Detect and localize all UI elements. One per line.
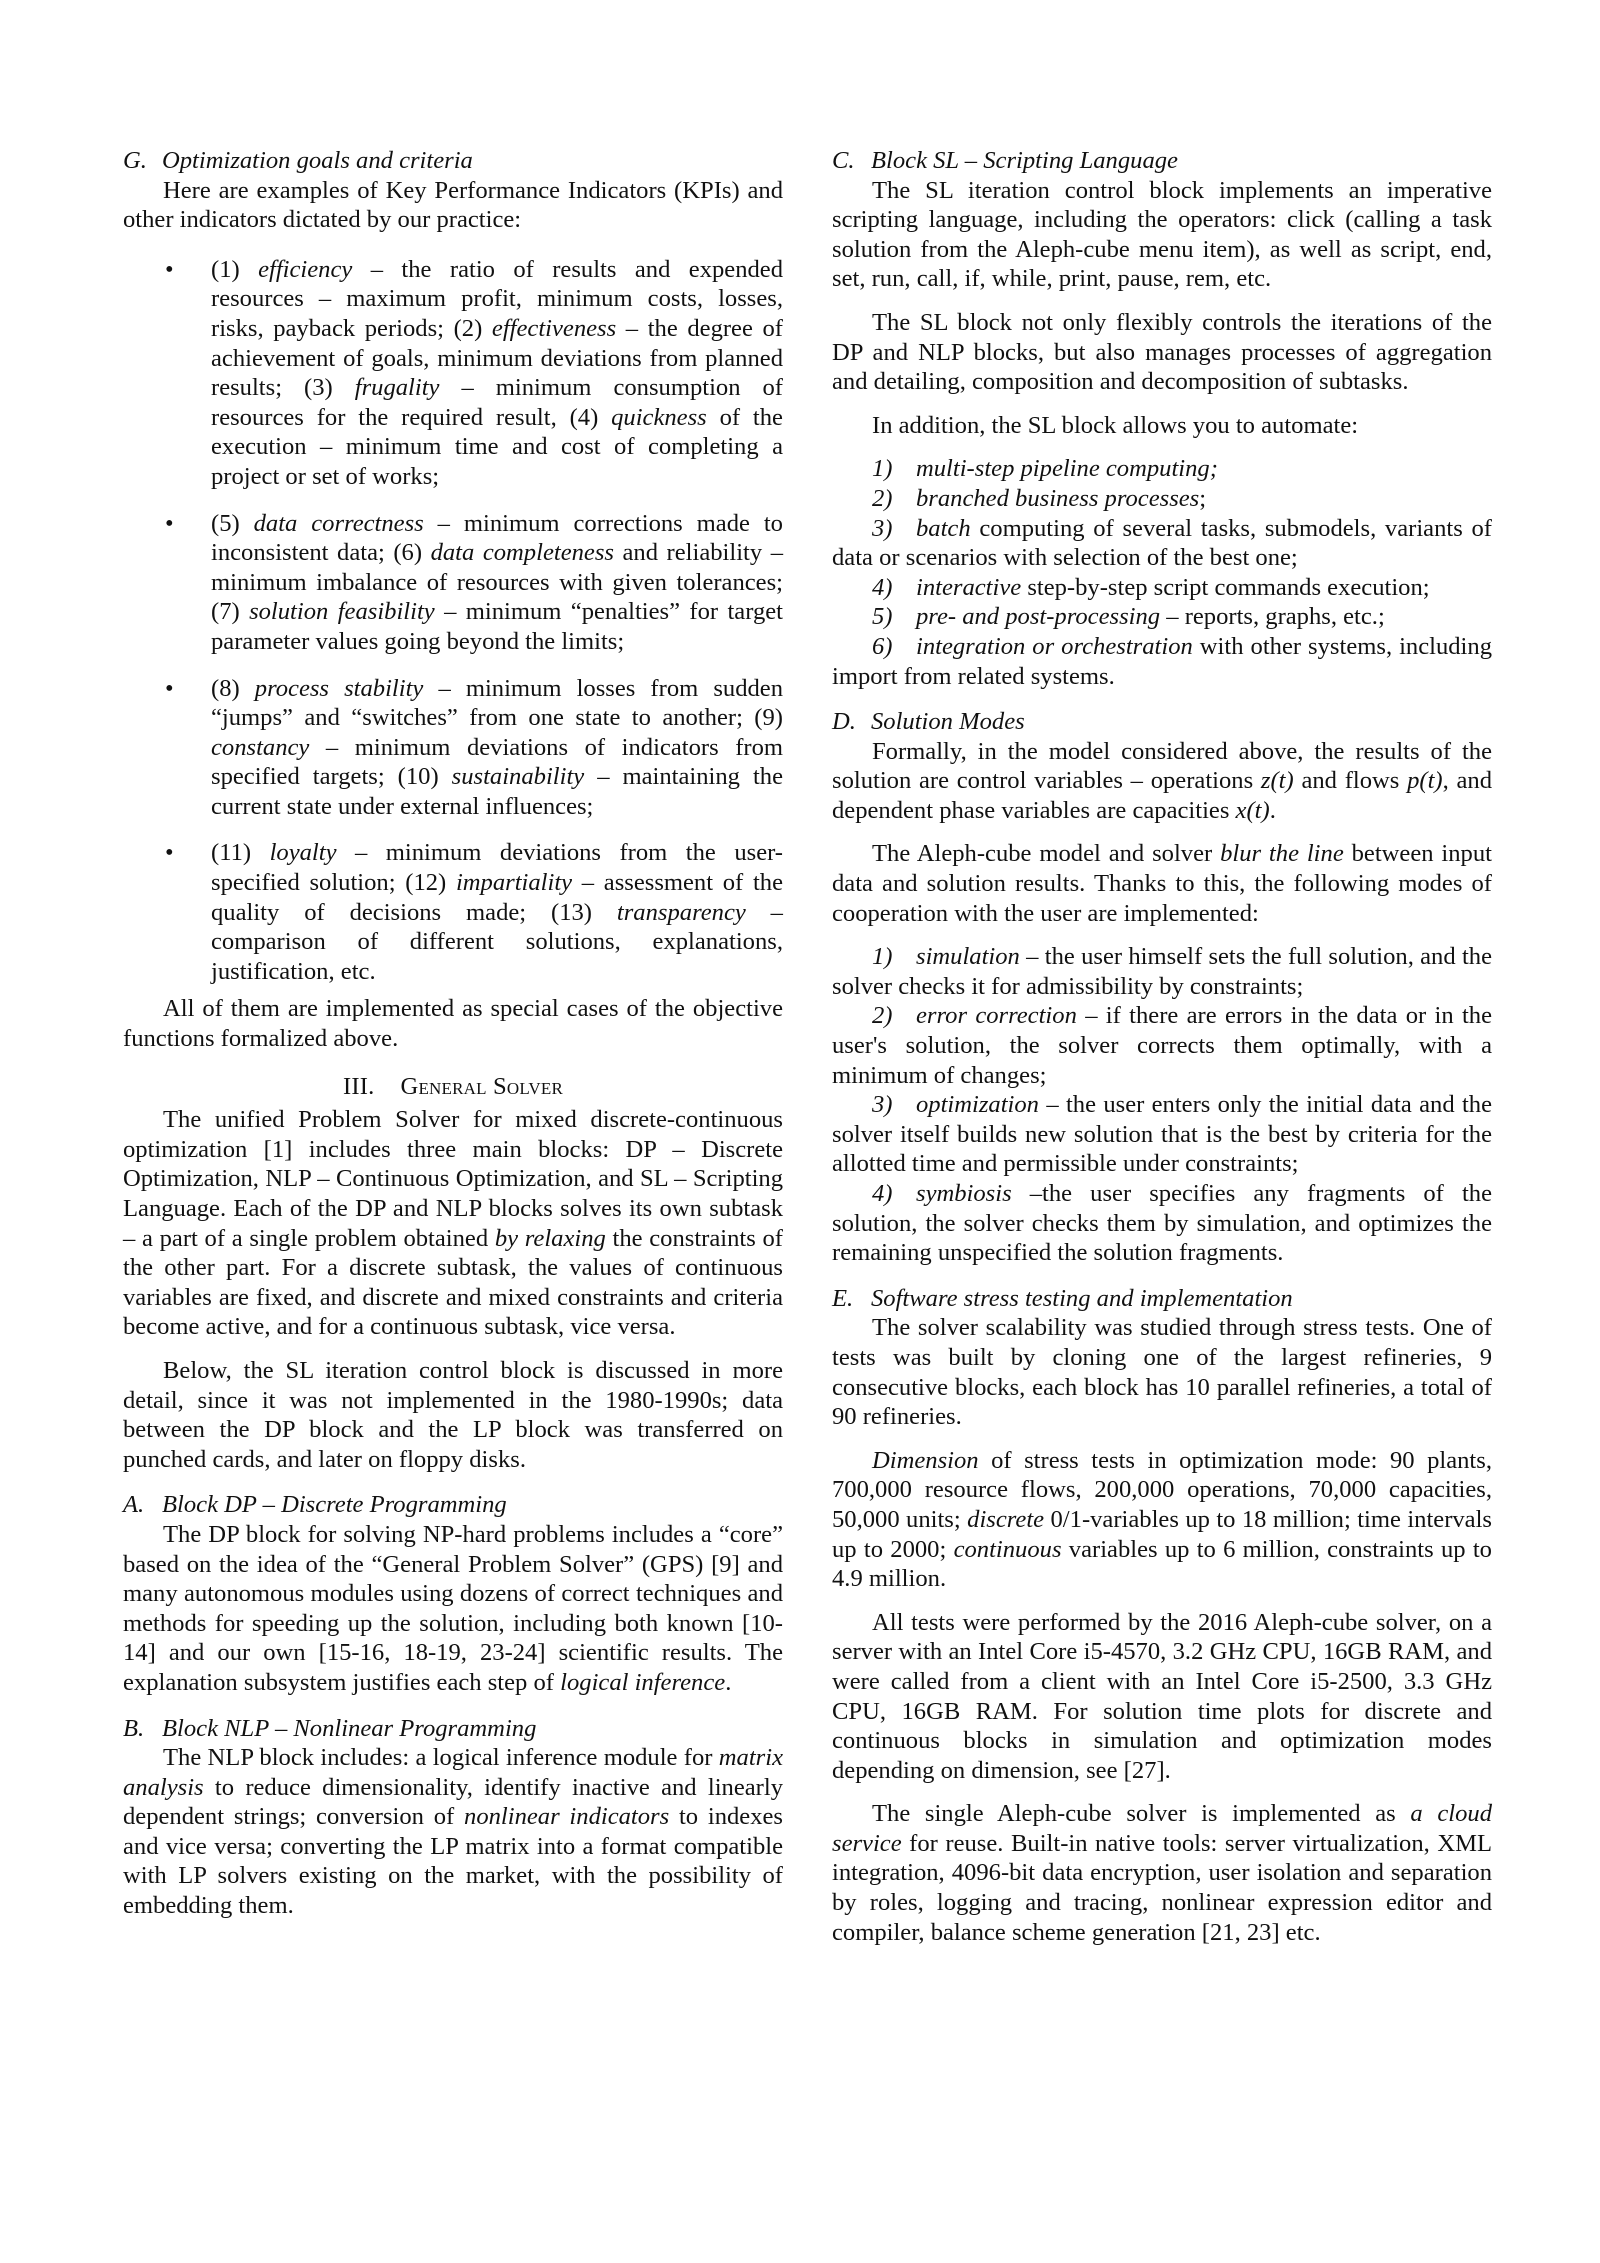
text-run: – comparison of different solutions, explanations, justification, etc.	[211, 898, 783, 985]
text-run: – the user enters only the initial data and the solver itself builds new solution that is the best by criteria for the allotted time and permissible under constraints;	[832, 1091, 1492, 1178]
list-item: 3) optimization – the user enters only the initial data and the solver itself builds new solution that is the best by criteria for the allotted time and permissible under constraints;	[832, 1091, 1492, 1178]
text-run: with other systems, including import from related systems.	[832, 632, 1492, 690]
text-run: ;	[1199, 484, 1207, 512]
emphasis-text: data correctness	[253, 509, 424, 537]
subsection-heading-c: C. Block SL – Scripting Language	[832, 147, 1178, 174]
text-run: The unified Problem Solver for mixed discrete-continuous optimization [1] includes three main blocks: DP – Discrete Optimization, NLP – Continuous Optimization, and SL – Scripting Language. Each of the DP and NLP blocks solves its own subtask – a part of a single problem obtained	[123, 1106, 783, 1252]
subsection-heading-a: A. Block DP – Discrete Programming	[123, 1491, 507, 1519]
emphasis-text: optimization	[916, 1091, 1039, 1119]
text-run: to indexes and vice versa; converting the LP matrix into a format compatible with LP solvers existing on the market, with the possibility of embedding them.	[123, 1803, 784, 1920]
text-run: – the ratio of results and expended resources – maximum profit, minimum costs, losses, risks, payback periods; (2)	[211, 255, 784, 342]
emphasis-text: sustainability	[451, 763, 585, 791]
text-run: between input data and solution results. Thanks to this, the following modes of cooperation with the user are implemented:	[832, 840, 1492, 927]
text-run: Formally, in the model considered above, the results of the solution are control variables – operations	[832, 737, 1492, 795]
text-run: The DP block for solving NP-hard problems includes a “core” based on the idea of the “General Problem Solver” (GPS) [9] and many autonomous modules using dozens of correct techniques and methods for speeding up the solution, including both known [10-14] and our own [15-16, 18-19, 23-24] scientific results. The explanation subsystem justifies each step of	[123, 1520, 783, 1696]
subsection-heading-d: D. Solution Modes	[832, 708, 1025, 736]
list-item: 6) integration or orchestration with other systems, including import from related systems.	[832, 632, 1492, 690]
emphasis-text: logical inference	[560, 1668, 726, 1696]
list-item: 5) pre- and post-processing – reports, graphs, etc.;	[872, 603, 1385, 631]
emphasis-text: solution feasibility	[249, 598, 435, 626]
text-run: – minimum deviations from the user-specified solution; (12)	[211, 839, 783, 897]
kpi-bullet-list	[123, 255, 783, 987]
bullet-icon: •	[165, 509, 174, 537]
list-item	[123, 255, 783, 492]
paragraph-control-variables	[832, 737, 1492, 826]
list-item	[123, 838, 783, 986]
text-run: and reliability – minimum imbalance of resources with given tolerances; (7)	[211, 539, 783, 626]
text-run: variables up to 6 million, constraints up to 4.9 million.	[832, 1535, 1492, 1593]
text-run: .	[1269, 796, 1276, 824]
paragraph-blur-line	[832, 839, 1492, 928]
paragraph-block-dp	[123, 1520, 783, 1698]
right-column	[832, 146, 1492, 1947]
text-run: – maintaining the current state under external influences;	[211, 763, 783, 820]
emphasis-text: transparency	[616, 898, 746, 926]
text-run: for reuse. Built-in native tools: server virtualization, XML integration, 4096-bit data encryption, user isolation and separation by roles, logging and tracing, nonlinear expression editor and compiler, balance scheme generation [21, 23] etc.	[832, 1829, 1492, 1946]
emphasis-text: simulation	[916, 943, 1020, 971]
list-item: 3) batch computing of several tasks, submodels, variants of data or scenarios with selection of the best one;	[832, 514, 1492, 572]
list-item: 2) branched business processes;	[872, 484, 1207, 512]
emphasis-text: data completeness	[430, 539, 614, 567]
paragraph-cloud-service	[832, 1799, 1492, 1947]
emphasis-text: error correction	[916, 1002, 1077, 1030]
text-run: (5)	[211, 509, 254, 537]
left-column	[123, 146, 783, 1921]
emphasis-text: z(t)	[1260, 767, 1294, 795]
text-run: step-by-step script commands execution;	[1021, 573, 1430, 601]
emphasis-text: effectiveness	[491, 314, 617, 342]
list-item: 1) simulation – the user himself sets the full solution, and the solver checks it for admissibility by constraints;	[832, 943, 1492, 1000]
text-run: – if there are errors in the data or in the user's solution, the solver corrects them optimally, with a minimum of changes;	[832, 1002, 1493, 1089]
text-run: The NLP block includes: a logical inference module for	[163, 1744, 719, 1772]
emphasis-text: p(t)	[1407, 767, 1443, 795]
paragraph-sl-history: Below, the SL iteration control block is discussed in more detail, since it was not implemented in the 1980-1990s; data between the DP block and the LP block was transferred on punched cards, and later on floppy disks.	[123, 1356, 783, 1473]
paragraph-kpi-closing: All of them are implemented as special cases of the objective functions formalized above.	[123, 995, 783, 1053]
text-run: , and dependent phase variables are capacities	[832, 767, 1493, 824]
text-run: 0/1-variables up to 18 million; time intervals up to 2000;	[832, 1505, 1493, 1563]
paragraph-sl-control: The SL block not only flexibly controls the iterations of the DP and NLP blocks, but also manages processes of aggregation and detailing, composition and decomposition of subtasks.	[832, 308, 1492, 396]
subsection-heading-g: G. Optimization goals and criteria	[123, 147, 473, 174]
emphasis-text: loyalty	[269, 839, 337, 867]
paragraph-solver-blocks	[123, 1105, 783, 1342]
emphasis-text: discrete	[967, 1505, 1045, 1533]
bullet-icon: •	[165, 839, 174, 867]
emphasis-text: impartiality	[455, 869, 573, 897]
subsection-heading-e: E. Software stress testing and implementation	[832, 1284, 1293, 1312]
list-item: 4) symbiosis –the user specifies any fragments of the solution, the solver checks them by simulation, and optimizes the remaining unspecified the solution fragments.	[832, 1180, 1492, 1267]
text-run: – minimum “penalties” for target parameter values going beyond the limits;	[211, 598, 784, 655]
paragraph-kpi-intro: Here are examples of Key Performance Indicators (KPIs) and other indicators dictated by our practice:	[123, 176, 783, 234]
paragraph-dimension	[832, 1446, 1492, 1594]
bullet-icon: •	[165, 674, 174, 702]
text-run: – minimum deviations of indicators from specified targets; (10)	[211, 733, 783, 791]
text-run: – the user himself sets the full solution, and the solver checks it for admissibility by constraints;	[832, 943, 1492, 1000]
subsection-heading-b: B. Block NLP – Nonlinear Programming	[123, 1714, 537, 1742]
emphasis-text: interactive	[916, 573, 1022, 601]
text-run: and flows	[1293, 767, 1408, 795]
paragraph-scalability: The solver scalability was studied through stress tests. One of tests was built by cloning one of the largest refineries, 9 consecutive blocks, each block has 10 parallel refineries, a total of 90 refineries.	[832, 1314, 1492, 1431]
paragraph-sl-operators: The SL iteration control block implements an imperative scripting language, including the operators: click (calling a task solution from the Aleph-cube menu item), as well as script, end, set, run, call, if, while, print, pause, rem, etc.	[832, 176, 1492, 293]
text-run: – minimum corrections made to inconsistent data; (6)	[211, 509, 783, 567]
emphasis-text: blur the line	[1220, 840, 1344, 868]
text-run: – reports, graphs, etc.;	[1160, 603, 1385, 631]
emphasis-text: process stability	[254, 674, 424, 702]
emphasis-text: nonlinear indicators	[464, 1803, 670, 1831]
text-run: The Aleph-cube model and solver	[872, 840, 1221, 868]
emphasis-text: symbiosis	[916, 1180, 1012, 1207]
emphasis-text: continuous	[953, 1535, 1062, 1563]
paragraph-block-nlp	[123, 1743, 783, 1921]
emphasis-text: Dimension	[872, 1446, 979, 1474]
text-run: – assessment of the quality of decisions made; (13)	[211, 869, 783, 926]
emphasis-text: by relaxing	[494, 1224, 606, 1252]
emphasis-text: constancy	[211, 733, 310, 761]
modes-list	[832, 942, 1492, 1268]
text-run: – minimum losses from sudden “jumps” and “switches” from one state to another; (9)	[211, 674, 784, 732]
text-run: (8)	[211, 674, 255, 702]
text-run: (11)	[211, 839, 270, 867]
emphasis-text: multi-step pipeline computing;	[916, 455, 1218, 483]
list-item	[123, 509, 783, 657]
text-run: – minimum consumption of resources for the required result, (4)	[211, 374, 783, 431]
bullet-icon: •	[165, 255, 174, 283]
text-run: computing of several tasks, submodels, variants of data or scenarios with selection of the best one;	[832, 514, 1492, 572]
emphasis-text: x(t)	[1235, 796, 1270, 824]
list-item: 2) error correction – if there are errors in the data or in the user's solution, the solver corrects them optimally, with a minimum of changes;	[832, 1002, 1493, 1089]
text-run: (1)	[211, 255, 259, 283]
emphasis-text: a cloud service	[832, 1800, 1492, 1857]
text-run: to reduce dimensionality, identify inactive and linearly dependent strings; conversion of	[123, 1773, 783, 1831]
section-heading-general-solver: III. General Solver	[342, 1072, 564, 1100]
text-run: of stress tests in optimization mode: 90 plants, 700,000 resource flows, 200,000 operations, 70,000 capacities, 50,000 units;	[832, 1446, 1492, 1533]
emphasis-text: branched business processes	[916, 484, 1200, 512]
text-run: of the execution – minimum time and cost of completing a project or set of works;	[211, 403, 783, 490]
text-run: –the user specifies any fragments of the solution, the solver checks them by simulation, and optimizes the remaining unspecified the solution fragments.	[832, 1180, 1492, 1267]
emphasis-text: matrix analysis	[123, 1744, 783, 1801]
emphasis-text: pre- and post-processing	[916, 603, 1161, 631]
emphasis-text: integration or orchestration	[916, 632, 1193, 660]
paragraph-hardware: All tests were performed by the 2016 Aleph-cube solver, on a server with an Intel Core i5-4570, 3.2 GHz CPU, 16GB RAM, and were called from a client with an Intel Core i5-2500, 3.3 GHz CPU, 16GB RAM. For solution time plots for discrete and continuous blocks in simulation and optimization modes depending on dimension, see [27].	[832, 1608, 1492, 1784]
emphasis-text: efficiency	[258, 255, 353, 283]
automation-list	[832, 454, 1492, 691]
emphasis-text: batch	[916, 514, 971, 542]
paragraph-sl-automate: In addition, the SL block allows you to automate:	[872, 411, 1359, 439]
text-run: – the degree of achievement of goals, minimum deviations from planned results; (3)	[211, 314, 783, 402]
list-item	[123, 674, 783, 822]
list-item: 4) interactive step-by-step script commands execution;	[872, 573, 1430, 601]
emphasis-text: quickness	[611, 403, 707, 431]
text-run: .	[725, 1668, 732, 1696]
list-item: 1) multi-step pipeline computing;	[872, 455, 1218, 483]
text-run: the constraints of the other part. For a discrete subtask, the values of continuous variables are fixed, and discrete and mixed constraints and criteria become active, and for a continuous subtask, vice versa.	[123, 1224, 783, 1341]
text-run: The single Aleph-cube solver is implemented as	[872, 1800, 1411, 1828]
emphasis-text: frugality	[354, 374, 440, 402]
